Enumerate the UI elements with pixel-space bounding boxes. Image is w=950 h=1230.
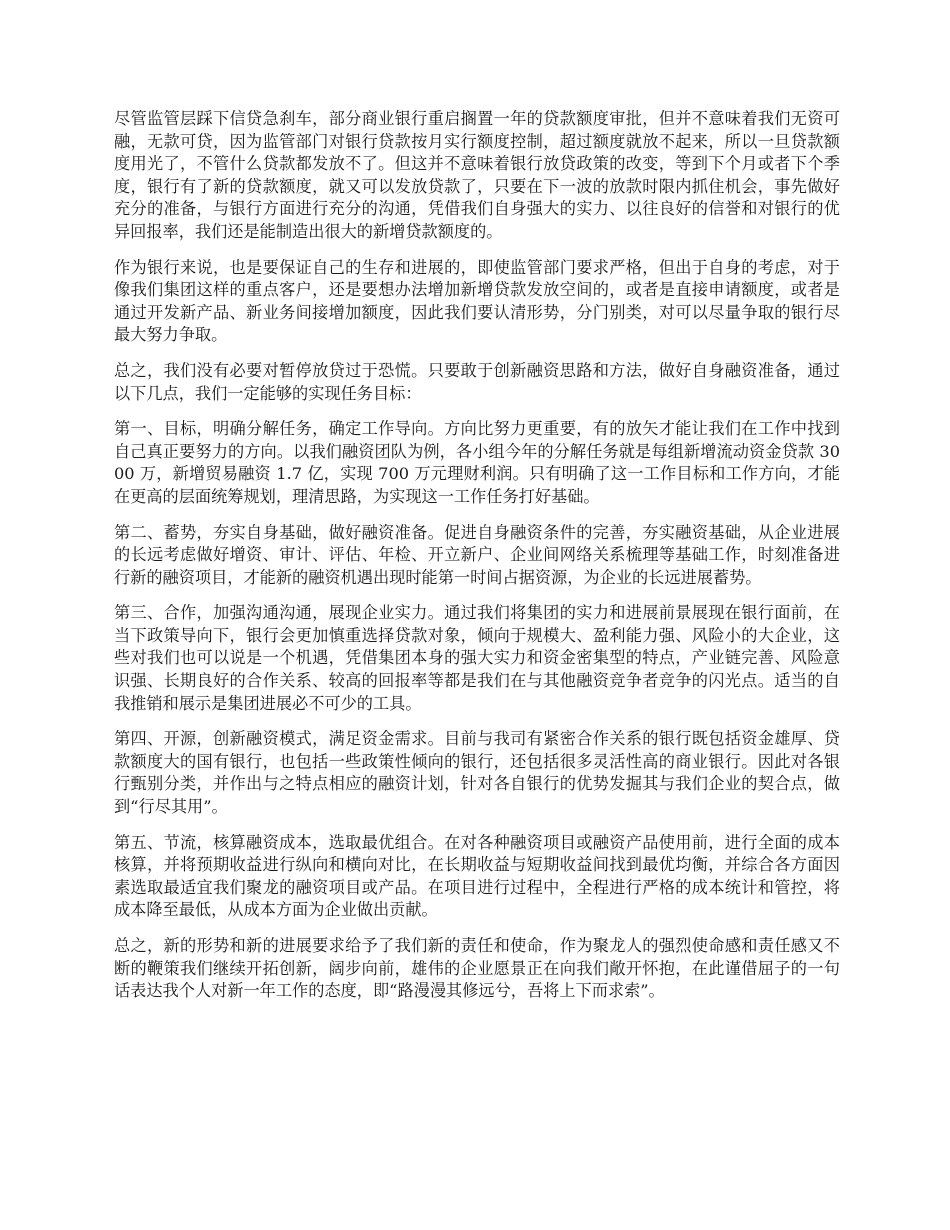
paragraph-7: 第四、开源，创新融资模式，满足资金需求。目前与我司有紧密合作关系的银行既包括资金雄厚、贷款额度大的国有银行，也包括一些政策性倾向的银行，还包括很多灵活性高的商业银行。因此对各银行甄别分类，并作出与之特点相应的融资计划，针对各自银行的优势发掘其与我们企业的契合点，做到“行尽其用”。 bbox=[114, 729, 840, 817]
paragraph-3: 总之，我们没有必要对暂停放贷过于恐慌。只要敢于创新融资思路和方法，做好自身融资准备，通过以下几点，我们一定能够的实现任务目标： bbox=[114, 360, 840, 403]
paragraph-8: 第五、节流，核算融资成本，选取最优组合。在对各种融资项目或融资产品使用前，进行全面的成本核算，并将预期收益进行纵向和横向对比，在长期收益与短期收益间找到最优均衡，并综合各方面因素选取最适宜我们聚龙的融资项目或产品。在项目进行过程中，全程进行严格的成本统计和管控，将成本降至最低，从成本方面为企业做出贡献。 bbox=[114, 832, 840, 920]
paragraph-2: 作为银行来说，也是要保证自己的生存和进展的，即使监管部门要求严格，但出于自身的考虑，对于像我们集团这样的重点客户，还是要想办法增加新增贷款发放空间的，或者是直接申请额度，或者是通过开发新产品、新业务间接增加额度，因此我们要认清形势，分门别类，对可以尽量争取的银行尽最大努力争取。 bbox=[114, 257, 840, 345]
paragraph-9: 总之，新的形势和新的进展要求给予了我们新的责任和使命，作为聚龙人的强烈使命感和责任感又不断的鞭策我们继续开拓创新，阔步向前，雄伟的企业愿景正在向我们敞开怀抱，在此谨借屈子的一句话表达我个人对新一年工作的态度，即“路漫漫其修远兮，吾将上下而求索”。 bbox=[114, 936, 840, 1001]
paragraph-5: 第二、蓄势，夯实自身基础，做好融资准备。促进自身融资条件的完善，夯实融资基础，从企业进展的长远考虑做好增资、审计、评估、年检、开立新户、企业间网络关系梳理等基础工作，时刻准备进行新的融资项目，才能新的融资机遇出现时能第一时间占据资源，为企业的长远进展蓄势。 bbox=[114, 522, 840, 587]
paragraph-6: 第三、合作，加强沟通沟通，展现企业实力。通过我们将集团的实力和进展前景展现在银行面前，在当下政策导向下，银行会更加慎重选择贷款对象，倾向于规模大、盈利能力强、风险小的大企业，这些对我们也可以说是一个机遇，凭借集团本身的强大实力和资金密集型的特点，产业链完善、风险意识强、长期良好的合作关系、较高的回报率等都是我们在与其他融资竞争者竞争的闪光点。适当的自我推销和展示是集团进展必不可少的工具。 bbox=[114, 603, 840, 713]
paragraph-1: 尽管监管层踩下信贷急刹车，部分商业银行重启搁置一年的贷款额度审批，但并不意味着我们无资可融，无款可贷，因为监管部门对银行贷款按月实行额度控制，超过额度就放不起来，所以一旦贷款额度用光了，不管什么贷款都发放不了。但这并不意味着银行放贷政策的改变，等到下个月或者下个季度，银行有了新的贷款额度，就又可以发放贷款了，只要在下一波的放款时限内抓住机会，事先做好充分的准备，与银行方面进行充分的沟通，凭借我们自身强大的实力、以往良好的信誉和对银行的优异回报率，我们还是能制造出很大的新增贷款额度的。 bbox=[114, 109, 840, 241]
document-body bbox=[114, 108, 840, 1016]
paragraph-4: 第一、目标，明确分解任务，确定工作导向。方向比努力更重要，有的放矢才能让我们在工作中找到自己真正要努力的方向。以我们融资团队为例，各小组今年的分解任务就是每组新增流动资金贷款 3000 万，新增贸易融资 1.7 亿，实现 700 万元理财利润。只有明确了这一工作目标和工作方向，才能在更高的层面统筹规划，理清思路，为实现这一工作任务打好基础。 bbox=[114, 419, 840, 506]
